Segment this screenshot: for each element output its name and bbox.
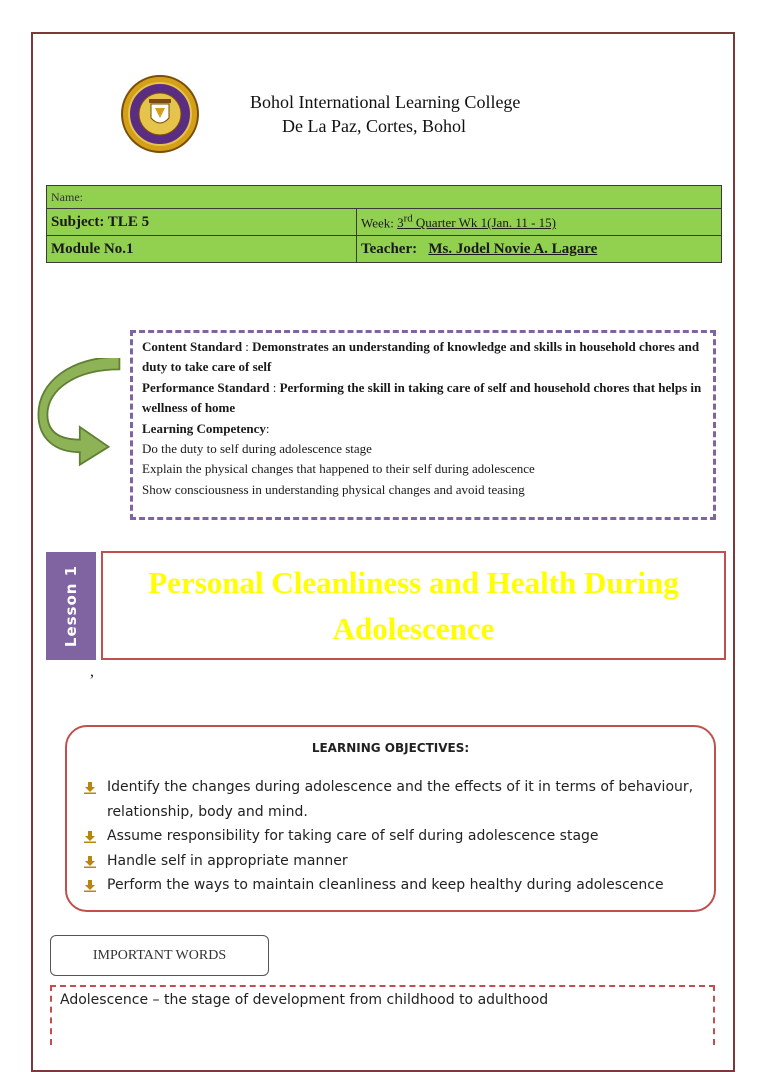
objective-item xyxy=(84,873,704,898)
lesson-title xyxy=(148,560,679,652)
standards-text xyxy=(142,337,702,500)
competency-item: Explain the physical changes that happened to their self during adolescence xyxy=(142,461,535,477)
school-header xyxy=(250,90,520,138)
objective-text: Perform the ways to maintain cleanliness and keep healthy during adolescence xyxy=(107,877,664,893)
competency-item: Show consciousness in understanding physical changes and avoid teasing xyxy=(142,481,525,497)
competency-item: Do the duty to self during adolescence stage xyxy=(142,441,372,457)
objective-item xyxy=(84,849,704,874)
learning-objectives-title: LEARNING OBJECTIVES: xyxy=(311,741,470,755)
content-standard-text: Demonstrates an understanding of knowledge and skills in household chores and duty to take care of self xyxy=(142,339,700,375)
content-standard: Content Standard : Demonstrates an understanding of knowledge and skills in household chores and duty to take care of self xyxy=(142,339,700,375)
lesson-number: Lesson 1 xyxy=(62,564,81,648)
objective-text: Handle self in appropriate manner xyxy=(107,852,348,869)
performance-standard-text: Performing the skill in taking care of self and household chores that helps in wellness of home xyxy=(142,379,702,416)
teacher-cell xyxy=(357,236,722,263)
stray-comma: , xyxy=(90,663,94,680)
objective-item xyxy=(84,824,704,849)
lesson-title-line2: Adolescence xyxy=(332,610,495,646)
curved-arrow-icon xyxy=(36,358,130,468)
week-value xyxy=(397,212,556,231)
arrow-down-bullet-icon xyxy=(84,880,96,892)
week-label: Week: xyxy=(361,215,394,231)
performance-standard-label: Performance Standard xyxy=(142,379,270,395)
definition-item: Adolescence – the stage of development from childhood to adulthood xyxy=(60,992,549,1008)
objective-text: Identify the changes during adolescence and the effects of it in terms of behaviour, relationship, body and mind. xyxy=(107,779,694,820)
student-info-table xyxy=(46,185,722,263)
content-standard-label: Content Standard xyxy=(142,339,243,354)
week-ordinal-suffix: rd xyxy=(403,212,413,225)
arrow-down-bullet-icon xyxy=(84,856,96,868)
school-seal-logo xyxy=(120,74,200,154)
subject-cell: Subject: TLE 5 xyxy=(47,209,357,236)
important-words-box xyxy=(50,935,269,976)
week-ordinal-number: 3 xyxy=(397,215,404,231)
arrow-down-bullet-icon xyxy=(84,782,96,794)
arrow-down-bullet-icon xyxy=(84,831,96,843)
performance-standard: Performance Standard : Performing the skill in taking care of self and household chores that helps in wellness of home xyxy=(142,379,702,416)
objective-item xyxy=(84,775,704,824)
objective-text: Assume responsibility for taking care of self during adolescence stage xyxy=(107,828,599,844)
learning-objectives-list xyxy=(84,775,704,898)
module-cell: Module No.1 xyxy=(47,236,357,263)
name-field[interactable]: Name: xyxy=(47,186,722,209)
teacher-name: Ms. Jodel Novie A. Lagare xyxy=(428,240,598,257)
week-text: Quarter Wk 1(Jan. 11 - 15) xyxy=(412,215,556,231)
school-name: Bohol International Learning College xyxy=(250,92,521,112)
lesson-title-line1: Personal Cleanliness and Health During xyxy=(148,564,679,600)
important-words-title: IMPORTANT WORDS xyxy=(92,947,227,963)
lesson-tab xyxy=(46,552,96,660)
lesson-title-box xyxy=(101,551,726,660)
week-cell xyxy=(357,209,722,236)
teacher-label: Teacher: xyxy=(361,240,418,257)
learning-competency: Learning Competency: xyxy=(142,420,270,436)
learning-competency-label: Learning Competency xyxy=(142,420,266,436)
school-address: De La Paz, Cortes, Bohol xyxy=(282,116,466,136)
